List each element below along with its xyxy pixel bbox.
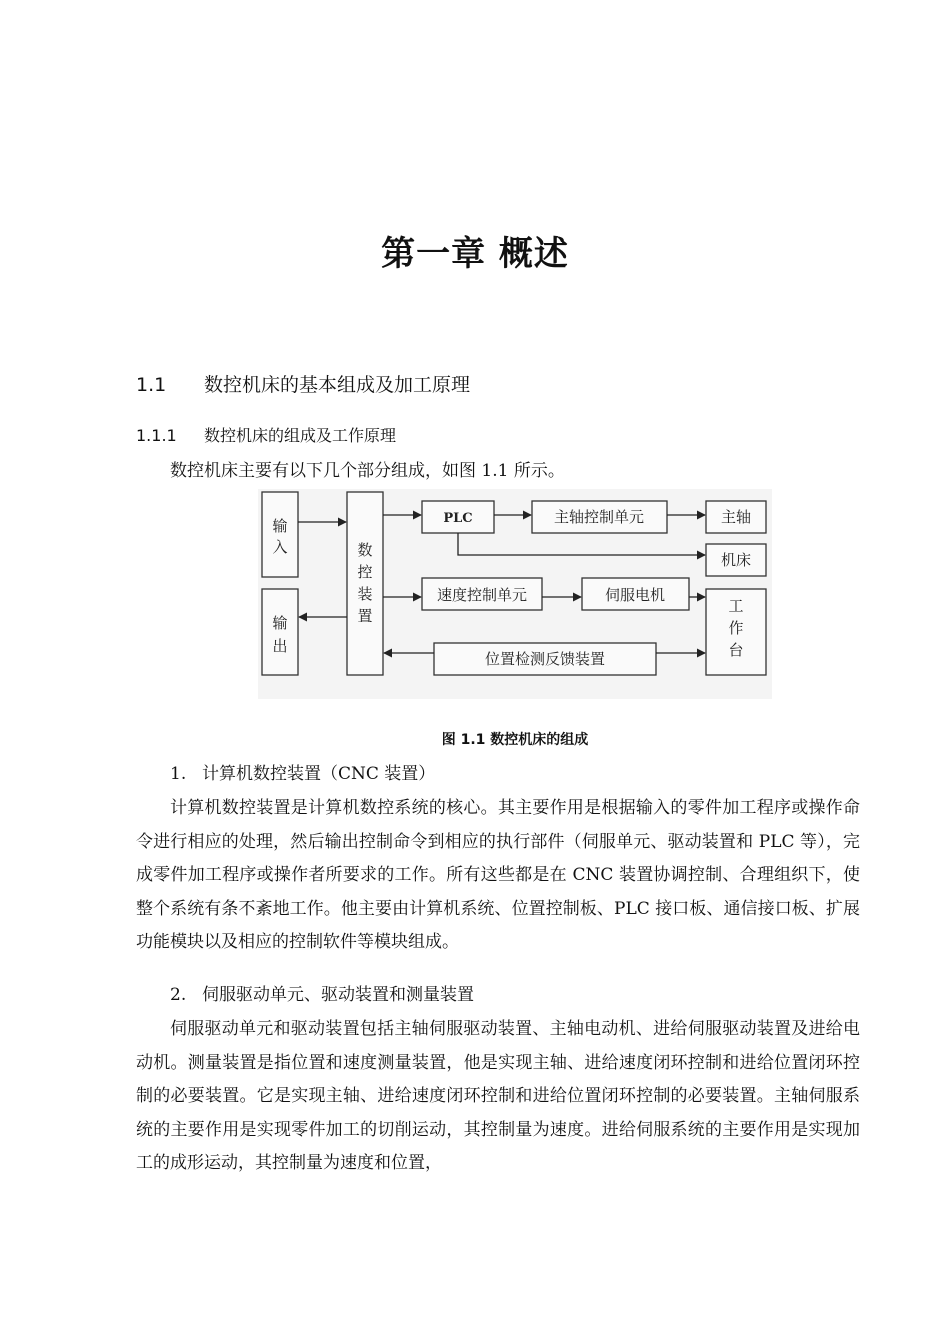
arrow-plc-machine [458,533,705,555]
section-heading [136,370,470,397]
table-label-3: 台 [728,641,744,659]
servo-motor-label: 伺服电机 [604,586,666,604]
plc-label: PLC [443,511,473,526]
table-label-2: 作 [728,619,744,637]
list-item-1-number: 1. [170,764,187,784]
output-label-2: 出 [272,637,288,655]
subsection-heading [136,423,396,446]
cnc-label-1: 数 [357,541,373,559]
section-title: 数控机床的基本组成及加工原理 [204,374,471,396]
output-box [262,589,298,675]
cnc-label-3: 装 [357,585,373,603]
list-item-2-heading [170,980,474,1010]
machine-label: 机床 [720,551,752,569]
chapter-title: 第一章 概述 [381,234,569,274]
list-item-2-paragraph: 伺服驱动单元和驱动装置包括主轴伺服驱动装置、主轴电动机、进给伺服驱动装置及进给电动机。测量装置是指位置和速度测量装置，他是实现主轴、进给速度闭环控制和进给位置闭环控制的必要装置。它是实现主轴、进给速度闭环控制和进给位置闭环控制的必要装置。主轴伺服系统的主要作用是实现零件加工的切削运动，其控制量为速度。进给伺服系统的主要作用是实现加工的成形运动，其控制量为速度和位置， [136,1019,860,1173]
input-label-1: 输 [272,517,288,535]
section-number: 1.1 [136,374,167,396]
subsection-title: 数控机床的组成及工作原理 [204,426,397,445]
subsection-number: 1.1.1 [136,426,177,445]
list-item-2-title: 伺服驱动单元、驱动装置和测量装置 [202,985,474,1005]
feedback-label: 位置检测反馈装置 [484,650,606,668]
input-label-2: 入 [272,538,288,556]
cnc-label-2: 控 [357,563,373,581]
speed-control-label: 速度控制单元 [436,586,528,604]
intro-paragraph: 数控机床主要有以下几个部分组成，如图 1.1 所示。 [170,461,565,481]
list-item-1-heading [170,759,435,789]
output-label-1: 输 [272,614,288,632]
cnc-box [347,492,383,675]
list-item-1-paragraph: 计算机数控装置是计算机数控系统的核心。其主要作用是根据输入的零件加工程序或操作命令进行相应的处理，然后输出控制命令到相应的执行部件（伺服单元、驱动装置和 PLC 等），完成零件加工程序或操作者所要求的工作。所有这些都是在 CNC 装置协调控制、合理组织下，使整个系统有条不紊地工作。他主要由计算机系统、位置控制板、PLC 接口板、通信接口板、扩展功能模块以及相应的控制软件等模块组成。 [136,798,860,952]
spindle-control-label: 主轴控制单元 [553,508,645,526]
cnc-composition-diagram [258,489,772,699]
table-label-1: 工 [728,597,744,615]
spindle-label: 主轴 [720,508,752,526]
figure-caption: 图 1.1 数控机床的组成 [441,732,589,748]
list-item-2-number: 2. [170,985,187,1005]
diagram-svg [258,489,772,699]
cnc-label-4: 置 [357,607,373,625]
list-item-1-title: 计算机数控装置（CNC 装置） [202,764,436,784]
